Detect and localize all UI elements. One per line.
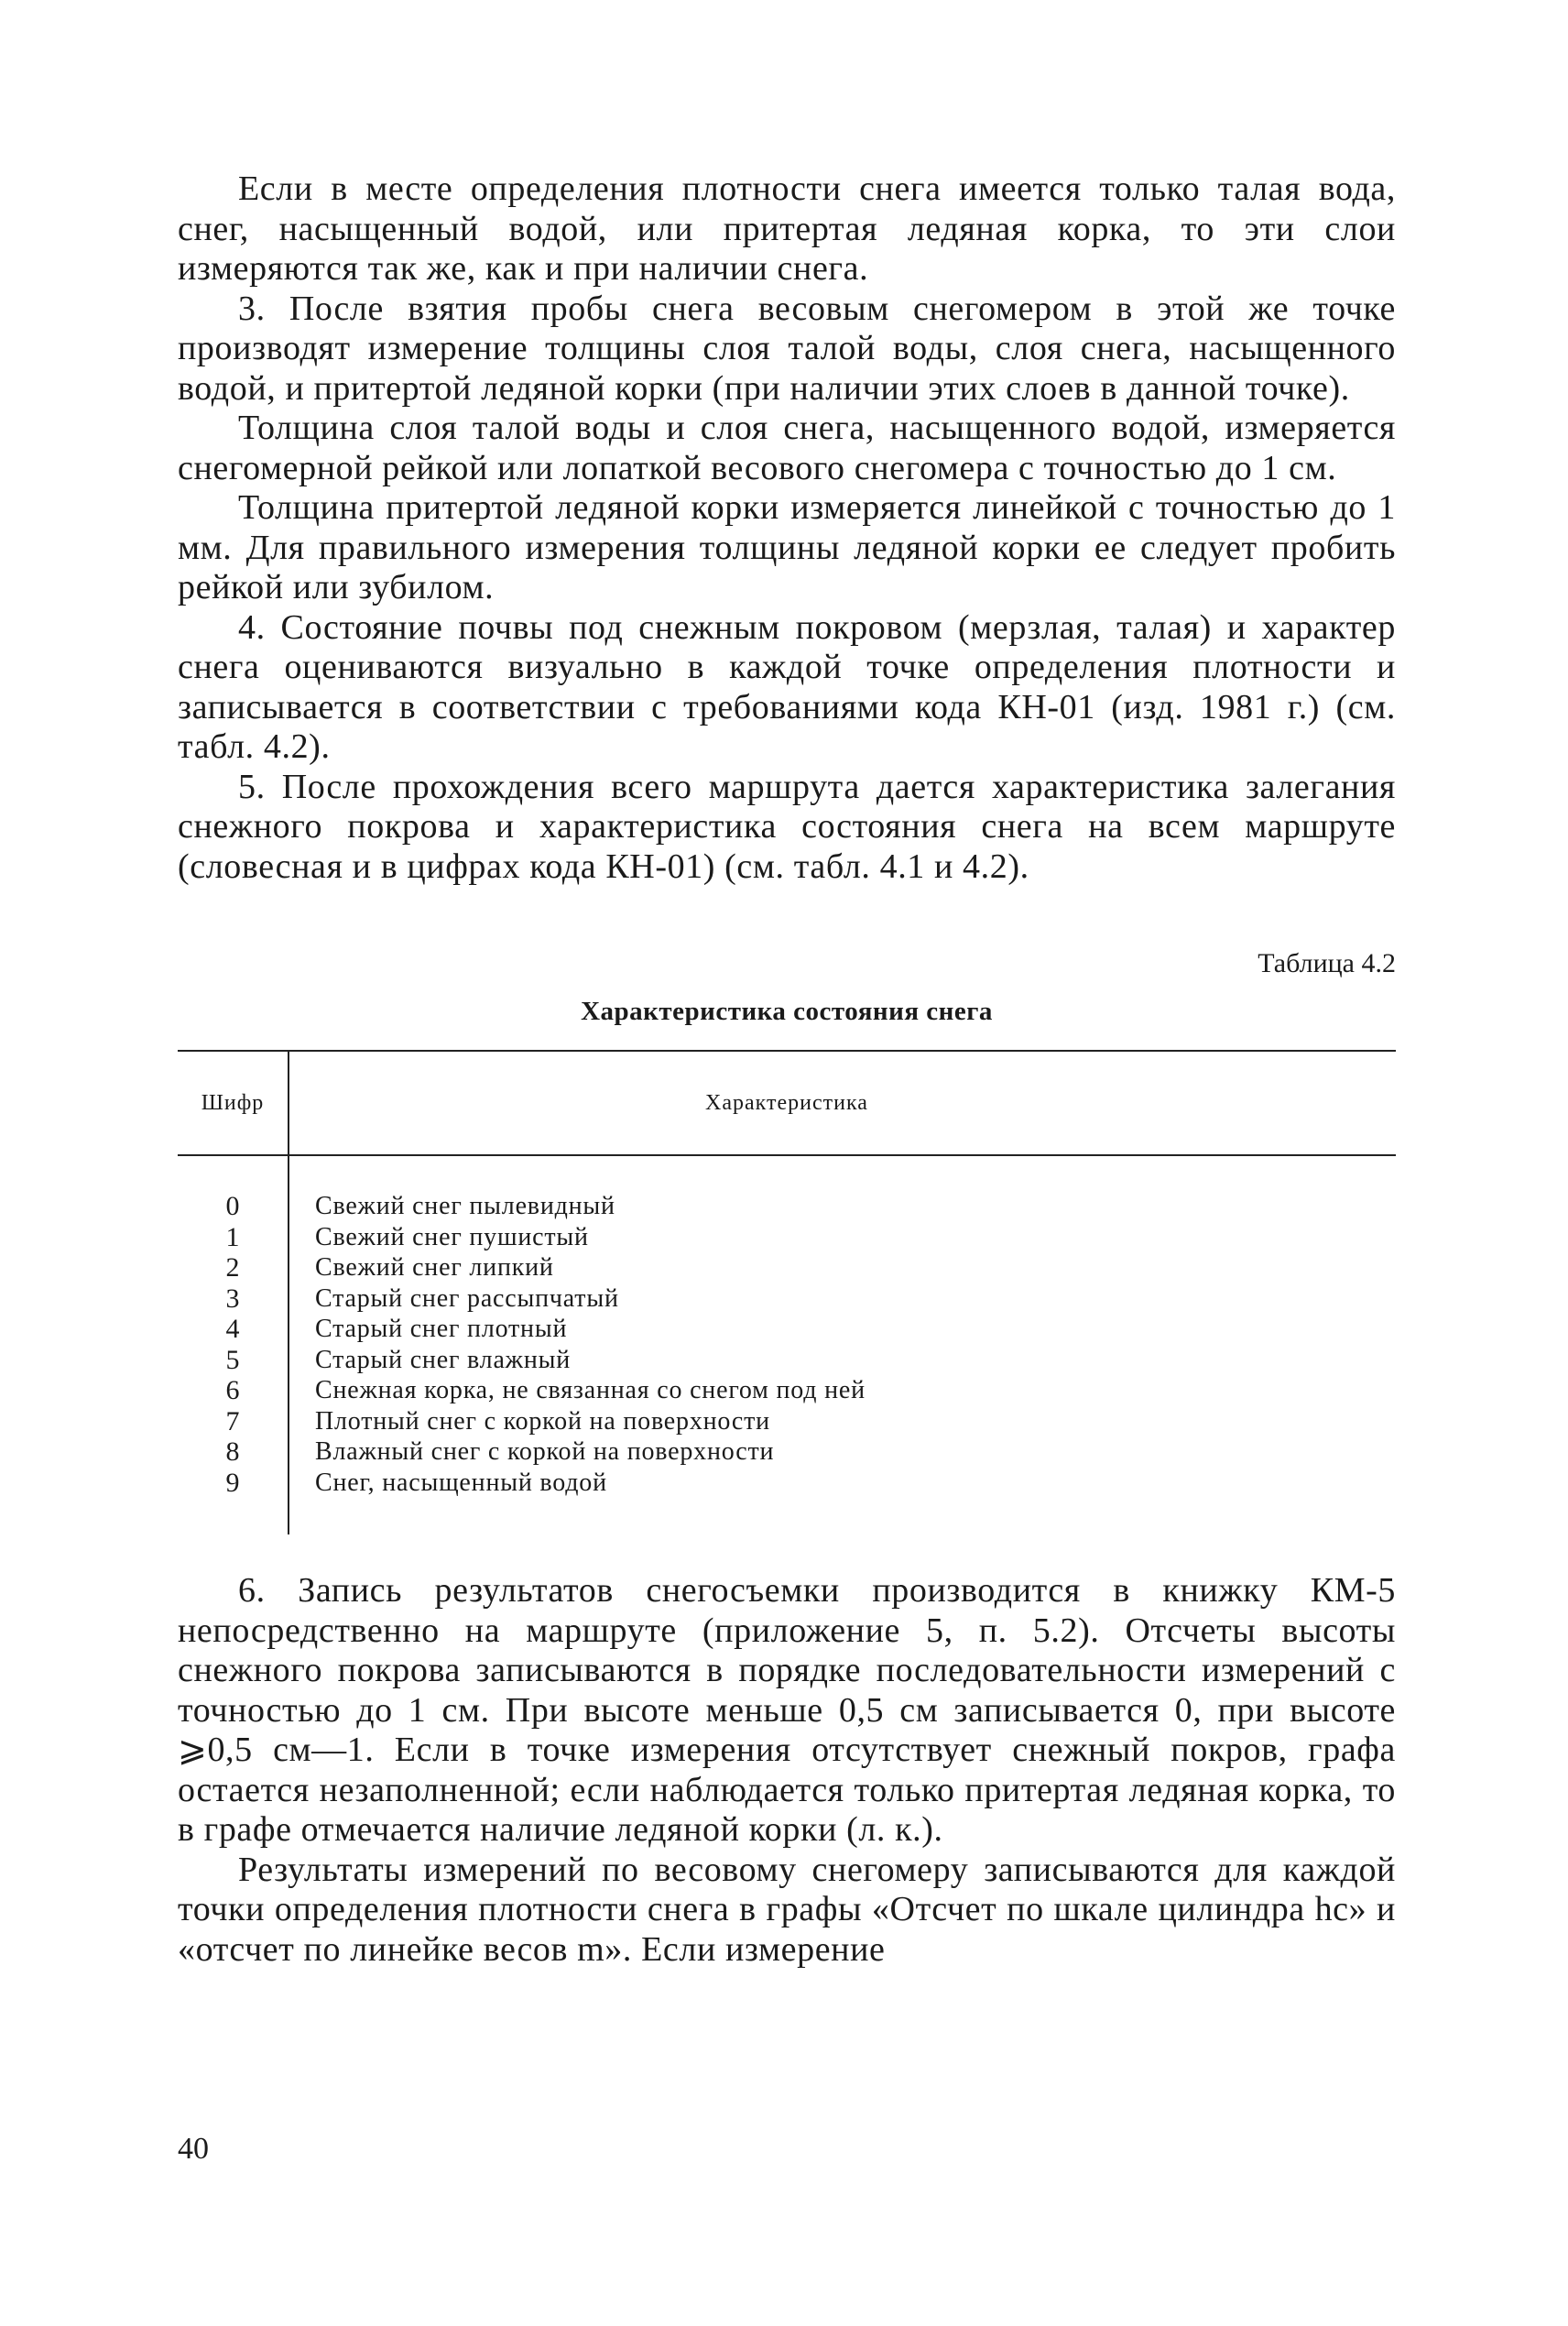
page-number: 40 (178, 2132, 209, 2166)
row-code: 1 (225, 1221, 240, 1252)
body-text-before-table (178, 169, 1396, 887)
row-description: Снежная корка, не связанная со снегом под ней (315, 1376, 866, 1404)
table-title: Характеристика состояния снега (581, 997, 993, 1026)
table-header (178, 1052, 1396, 1154)
row-description: Свежий снег пылевидный (315, 1192, 615, 1220)
row-code: 2 (225, 1252, 240, 1283)
paragraph: Результаты измерений по весовому снегомеру записываются для каждой точки определения плотности снега в графы «Отсчет по шкале цилиндра hc» и «отсчет по линейке весов m». Если измерение (178, 1850, 1396, 1969)
row-code: 6 (225, 1375, 240, 1405)
row-code: 7 (225, 1405, 240, 1436)
row-code: 5 (225, 1344, 240, 1375)
description-column (288, 1191, 1396, 1498)
column-divider (288, 1050, 289, 1534)
paragraph: 5. После прохождения всего маршрута дается характеристика залегания снежного покрова и характеристика состояния снега на всем маршруте (словесная и в цифрах кода КН-01) (см. табл. 4.1 и 4.2). (178, 767, 1396, 886)
row-code: 0 (225, 1191, 240, 1221)
row-description: Снег, насыщенный водой (315, 1468, 607, 1497)
row-description: Старый снег рассыпчатый (315, 1283, 619, 1313)
row-description: Свежий снег липкий (315, 1253, 554, 1282)
row-code: 3 (225, 1283, 240, 1314)
paragraph: Толщина притертой ледяной корки измеряется линейкой с точностью до 1 мм. Для правильного измерения толщины ледяной корки ее следует пробить рейкой или зубилом. (178, 488, 1396, 606)
page-content (178, 169, 1396, 1970)
header-description: Характеристика (705, 1090, 868, 1115)
paragraph: Если в месте определения плотности снега имеется только талая вода, снег, насыщенный водой, или притертая ледяная корка, то эти слои измеряются так же, как и при наличии снега. (178, 169, 1396, 288)
paragraph: 3. После взятия пробы снега весовым снегомером в этой же точке производят измерение толщины слоя талой воды, слоя снега, насыщенного водой, и притертой ледяной корки (при наличии этих слоев в данной точке). (178, 289, 1396, 408)
header-code: Шифр (201, 1090, 265, 1115)
row-code: 4 (225, 1314, 240, 1344)
row-description: Старый снег влажный (315, 1345, 572, 1374)
row-description: Влажный снег с коркой на поверхности (315, 1437, 775, 1466)
table-body (178, 1156, 1396, 1534)
row-description: Старый снег плотный (315, 1315, 568, 1343)
row-code: 8 (225, 1436, 240, 1467)
paragraph: Толщина слоя талой воды и слоя снега, насыщенного водой, измеряется снегомерной рейкой или лопаткой весового снегомера с точностью до 1 см. (178, 409, 1396, 487)
row-code: 9 (225, 1467, 240, 1498)
code-column (178, 1191, 288, 1498)
table-number: Таблица 4.2 (1258, 948, 1396, 978)
snow-state-table (178, 1050, 1396, 1534)
row-description: Плотный снег с коркой на поверхности (315, 1406, 770, 1436)
row-description: Свежий снег пушистый (315, 1222, 589, 1251)
body-text-after-table (178, 1571, 1396, 1970)
paragraph: 4. Состояние почвы под снежным покровом (мерзлая, талая) и характер снега оцениваются визуально в каждой точке определения плотности и записывается в соответствии с требованиями кода КН-01 (изд. 1981 г.) (см. табл. 4.2). (178, 607, 1396, 766)
paragraph: 6. Запись результатов снегосъемки производится в книжку КМ-5 непосредственно на маршруте (приложение 5, п. 5.2). Отсчеты высоты снежного покрова записываются в порядке последовательности измерений с точностью до 1 см. При высоте меньше 0,5 см записывается 0, при высоте ⩾0,5 см—1. Если в точке измерения отсутствует снежный покров, графа остается незаполненной; если наблюдается только притертая ледяная корка, то в графе отмечается наличие ледяной корки (л. к.). (178, 1571, 1396, 1849)
